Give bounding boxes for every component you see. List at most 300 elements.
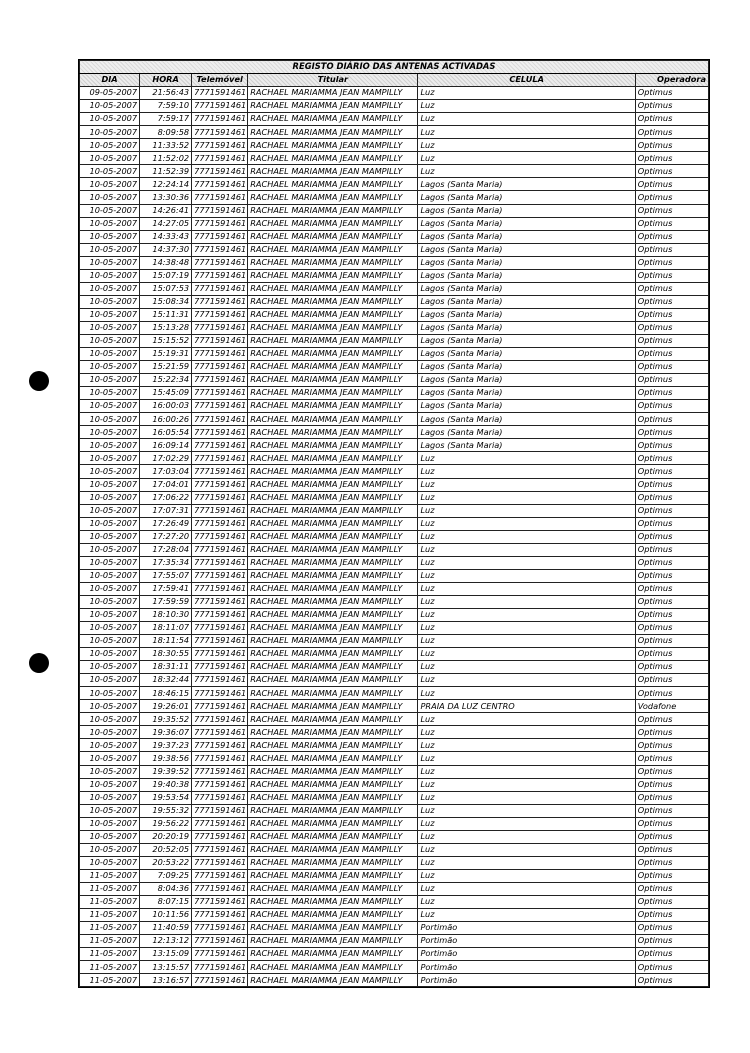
cell-operadora: Optimus: [635, 804, 708, 817]
cell-operadora: Optimus: [635, 687, 708, 700]
cell-celula: Luz: [418, 569, 635, 582]
cell-hora: 15:13:28: [140, 321, 192, 334]
cell-titular: RACHAEL MARIAMMA JEAN MAMPILLY: [248, 869, 418, 882]
cell-celula: Lagos (Santa Maria): [418, 178, 635, 191]
cell-dia: 10-05-2007: [80, 622, 140, 635]
cell-hora: 19:55:32: [140, 804, 192, 817]
cell-dia: 10-05-2007: [80, 152, 140, 165]
cell-hora: 13:15:09: [140, 948, 192, 961]
cell-operadora: Optimus: [635, 595, 708, 608]
cell-telemovel: 7771591461: [192, 713, 248, 726]
cell-telemovel: 7771591461: [192, 765, 248, 778]
cell-celula: Luz: [418, 804, 635, 817]
cell-dia: 10-05-2007: [80, 321, 140, 334]
cell-titular: RACHAEL MARIAMMA JEAN MAMPILLY: [248, 517, 418, 530]
cell-dia: 10-05-2007: [80, 804, 140, 817]
cell-hora: 14:38:48: [140, 256, 192, 269]
cell-operadora: Optimus: [635, 87, 708, 100]
cell-titular: RACHAEL MARIAMMA JEAN MAMPILLY: [248, 374, 418, 387]
cell-celula: Luz: [418, 687, 635, 700]
cell-operadora: Optimus: [635, 869, 708, 882]
cell-operadora: Optimus: [635, 387, 708, 400]
cell-operadora: Optimus: [635, 752, 708, 765]
cell-hora: 15:07:19: [140, 269, 192, 282]
cell-celula: Lagos (Santa Maria): [418, 191, 635, 204]
cell-dia: 10-05-2007: [80, 230, 140, 243]
cell-operadora: Optimus: [635, 726, 708, 739]
table-row: [80, 569, 709, 582]
cell-hora: 17:28:04: [140, 543, 192, 556]
cell-telemovel: 7771591461: [192, 896, 248, 909]
cell-hora: 17:35:34: [140, 556, 192, 569]
table-row: [80, 856, 709, 869]
cell-dia: 11-05-2007: [80, 869, 140, 882]
cell-hora: 17:02:29: [140, 452, 192, 465]
cell-dia: 10-05-2007: [80, 830, 140, 843]
table-row: [80, 922, 709, 935]
cell-operadora: Optimus: [635, 739, 708, 752]
cell-titular: RACHAEL MARIAMMA JEAN MAMPILLY: [248, 543, 418, 556]
cell-telemovel: 7771591461: [192, 491, 248, 504]
table-row: [80, 243, 709, 256]
cell-titular: RACHAEL MARIAMMA JEAN MAMPILLY: [248, 700, 418, 713]
table-row: [80, 504, 709, 517]
cell-titular: RACHAEL MARIAMMA JEAN MAMPILLY: [248, 282, 418, 295]
cell-celula: Lagos (Santa Maria): [418, 243, 635, 256]
cell-titular: RACHAEL MARIAMMA JEAN MAMPILLY: [248, 765, 418, 778]
table-row: [80, 674, 709, 687]
table-row: [80, 295, 709, 308]
cell-celula: Luz: [418, 622, 635, 635]
cell-operadora: Optimus: [635, 348, 708, 361]
cell-titular: RACHAEL MARIAMMA JEAN MAMPILLY: [248, 752, 418, 765]
cell-dia: 10-05-2007: [80, 569, 140, 582]
cell-dia: 10-05-2007: [80, 439, 140, 452]
cell-operadora: Optimus: [635, 426, 708, 439]
cell-hora: 17:59:41: [140, 582, 192, 595]
cell-titular: RACHAEL MARIAMMA JEAN MAMPILLY: [248, 504, 418, 517]
table-row: [80, 113, 709, 126]
cell-telemovel: 7771591461: [192, 856, 248, 869]
cell-hora: 13:15:57: [140, 961, 192, 974]
table-row: [80, 739, 709, 752]
cell-titular: RACHAEL MARIAMMA JEAN MAMPILLY: [248, 948, 418, 961]
cell-operadora: Optimus: [635, 308, 708, 321]
cell-telemovel: 7771591461: [192, 439, 248, 452]
cell-hora: 11:40:59: [140, 922, 192, 935]
cell-dia: 11-05-2007: [80, 896, 140, 909]
cell-celula: Luz: [418, 139, 635, 152]
cell-celula: Luz: [418, 491, 635, 504]
cell-celula: Lagos (Santa Maria): [418, 269, 635, 282]
cell-dia: 10-05-2007: [80, 648, 140, 661]
cell-hora: 16:05:54: [140, 426, 192, 439]
cell-operadora: Optimus: [635, 608, 708, 621]
cell-titular: RACHAEL MARIAMMA JEAN MAMPILLY: [248, 478, 418, 491]
cell-operadora: Optimus: [635, 922, 708, 935]
cell-celula: Lagos (Santa Maria): [418, 230, 635, 243]
cell-operadora: Optimus: [635, 909, 708, 922]
table-row: [80, 595, 709, 608]
cell-telemovel: 7771591461: [192, 843, 248, 856]
cell-celula: Luz: [418, 752, 635, 765]
cell-operadora: Vodafone: [635, 700, 708, 713]
cell-celula: Lagos (Santa Maria): [418, 439, 635, 452]
cell-dia: 10-05-2007: [80, 348, 140, 361]
cell-dia: 10-05-2007: [80, 282, 140, 295]
cell-telemovel: 7771591461: [192, 282, 248, 295]
cell-dia: 10-05-2007: [80, 308, 140, 321]
cell-telemovel: 7771591461: [192, 426, 248, 439]
cell-operadora: Optimus: [635, 178, 708, 191]
cell-hora: 11:33:52: [140, 139, 192, 152]
cell-telemovel: 7771591461: [192, 543, 248, 556]
cell-dia: 10-05-2007: [80, 387, 140, 400]
cell-titular: RACHAEL MARIAMMA JEAN MAMPILLY: [248, 739, 418, 752]
cell-telemovel: 7771591461: [192, 152, 248, 165]
cell-operadora: Optimus: [635, 674, 708, 687]
column-header-celula: CELULA: [418, 74, 635, 87]
cell-hora: 19:38:56: [140, 752, 192, 765]
cell-dia: 10-05-2007: [80, 635, 140, 648]
cell-dia: 10-05-2007: [80, 556, 140, 569]
table-row: [80, 321, 709, 334]
cell-titular: RACHAEL MARIAMMA JEAN MAMPILLY: [248, 269, 418, 282]
table-row: [80, 165, 709, 178]
cell-telemovel: 7771591461: [192, 348, 248, 361]
cell-telemovel: 7771591461: [192, 217, 248, 230]
cell-telemovel: 7771591461: [192, 478, 248, 491]
cell-hora: 17:26:49: [140, 517, 192, 530]
cell-telemovel: 7771591461: [192, 530, 248, 543]
cell-celula: Luz: [418, 739, 635, 752]
cell-operadora: Optimus: [635, 256, 708, 269]
table-row: [80, 269, 709, 282]
table-row: [80, 556, 709, 569]
cell-dia: 10-05-2007: [80, 217, 140, 230]
cell-telemovel: 7771591461: [192, 165, 248, 178]
cell-celula: Luz: [418, 674, 635, 687]
cell-operadora: Optimus: [635, 165, 708, 178]
cell-hora: 17:59:59: [140, 595, 192, 608]
cell-celula: Lagos (Santa Maria): [418, 374, 635, 387]
cell-titular: RACHAEL MARIAMMA JEAN MAMPILLY: [248, 100, 418, 113]
cell-celula: Luz: [418, 817, 635, 830]
cell-titular: RACHAEL MARIAMMA JEAN MAMPILLY: [248, 896, 418, 909]
cell-hora: 20:20:19: [140, 830, 192, 843]
table-row: [80, 765, 709, 778]
cell-dia: 11-05-2007: [80, 948, 140, 961]
cell-titular: RACHAEL MARIAMMA JEAN MAMPILLY: [248, 909, 418, 922]
cell-celula: Luz: [418, 517, 635, 530]
cell-celula: Lagos (Santa Maria): [418, 426, 635, 439]
cell-titular: RACHAEL MARIAMMA JEAN MAMPILLY: [248, 321, 418, 334]
cell-hora: 12:24:14: [140, 178, 192, 191]
cell-hora: 15:22:34: [140, 374, 192, 387]
cell-dia: 10-05-2007: [80, 295, 140, 308]
cell-telemovel: 7771591461: [192, 948, 248, 961]
cell-telemovel: 7771591461: [192, 295, 248, 308]
cell-celula: Luz: [418, 869, 635, 882]
cell-hora: 7:59:17: [140, 113, 192, 126]
cell-celula: Luz: [418, 152, 635, 165]
cell-titular: RACHAEL MARIAMMA JEAN MAMPILLY: [248, 152, 418, 165]
cell-dia: 11-05-2007: [80, 909, 140, 922]
cell-operadora: Optimus: [635, 974, 708, 987]
cell-telemovel: 7771591461: [192, 139, 248, 152]
cell-celula: Lagos (Santa Maria): [418, 308, 635, 321]
cell-titular: RACHAEL MARIAMMA JEAN MAMPILLY: [248, 217, 418, 230]
table-row: [80, 217, 709, 230]
cell-celula: Lagos (Santa Maria): [418, 361, 635, 374]
cell-hora: 19:53:54: [140, 791, 192, 804]
cell-dia: 10-05-2007: [80, 426, 140, 439]
cell-celula: Luz: [418, 843, 635, 856]
cell-celula: Luz: [418, 765, 635, 778]
cell-celula: Luz: [418, 648, 635, 661]
cell-telemovel: 7771591461: [192, 465, 248, 478]
cell-dia: 10-05-2007: [80, 191, 140, 204]
cell-dia: 10-05-2007: [80, 543, 140, 556]
table-row: [80, 530, 709, 543]
cell-dia: 10-05-2007: [80, 452, 140, 465]
cell-operadora: Optimus: [635, 204, 708, 217]
table-row: [80, 961, 709, 974]
cell-titular: RACHAEL MARIAMMA JEAN MAMPILLY: [248, 113, 418, 126]
cell-titular: RACHAEL MARIAMMA JEAN MAMPILLY: [248, 413, 418, 426]
cell-hora: 16:00:03: [140, 400, 192, 413]
cell-celula: Lagos (Santa Maria): [418, 282, 635, 295]
cell-celula: Luz: [418, 882, 635, 895]
cell-dia: 10-05-2007: [80, 778, 140, 791]
table-row: [80, 974, 709, 987]
table-row: [80, 400, 709, 413]
table-row: [80, 726, 709, 739]
cell-titular: RACHAEL MARIAMMA JEAN MAMPILLY: [248, 256, 418, 269]
cell-titular: RACHAEL MARIAMMA JEAN MAMPILLY: [248, 882, 418, 895]
cell-hora: 15:07:53: [140, 282, 192, 295]
cell-dia: 10-05-2007: [80, 752, 140, 765]
cell-telemovel: 7771591461: [192, 256, 248, 269]
punch-hole-bottom: [29, 653, 49, 673]
cell-dia: 10-05-2007: [80, 178, 140, 191]
cell-titular: RACHAEL MARIAMMA JEAN MAMPILLY: [248, 791, 418, 804]
table-row: [80, 791, 709, 804]
cell-titular: RACHAEL MARIAMMA JEAN MAMPILLY: [248, 582, 418, 595]
cell-celula: Portimão: [418, 961, 635, 974]
cell-celula: Luz: [418, 856, 635, 869]
cell-operadora: Optimus: [635, 126, 708, 139]
table-row: [80, 622, 709, 635]
cell-celula: Luz: [418, 661, 635, 674]
cell-titular: RACHAEL MARIAMMA JEAN MAMPILLY: [248, 687, 418, 700]
cell-celula: Luz: [418, 126, 635, 139]
table-row: [80, 543, 709, 556]
cell-dia: 10-05-2007: [80, 674, 140, 687]
cell-dia: 10-05-2007: [80, 595, 140, 608]
cell-hora: 16:09:14: [140, 439, 192, 452]
cell-operadora: Optimus: [635, 439, 708, 452]
table-row: [80, 374, 709, 387]
cell-telemovel: 7771591461: [192, 635, 248, 648]
cell-celula: Luz: [418, 530, 635, 543]
cell-hora: 11:52:39: [140, 165, 192, 178]
cell-telemovel: 7771591461: [192, 922, 248, 935]
cell-celula: Lagos (Santa Maria): [418, 256, 635, 269]
table-row: [80, 126, 709, 139]
cell-celula: Luz: [418, 465, 635, 478]
cell-operadora: Optimus: [635, 400, 708, 413]
cell-operadora: Optimus: [635, 478, 708, 491]
cell-hora: 12:13:12: [140, 935, 192, 948]
cell-titular: RACHAEL MARIAMMA JEAN MAMPILLY: [248, 778, 418, 791]
cell-dia: 11-05-2007: [80, 882, 140, 895]
cell-titular: RACHAEL MARIAMMA JEAN MAMPILLY: [248, 922, 418, 935]
table-row: [80, 896, 709, 909]
cell-telemovel: 7771591461: [192, 961, 248, 974]
cell-telemovel: 7771591461: [192, 269, 248, 282]
cell-dia: 10-05-2007: [80, 791, 140, 804]
cell-operadora: Optimus: [635, 530, 708, 543]
cell-operadora: Optimus: [635, 778, 708, 791]
cell-celula: Luz: [418, 791, 635, 804]
cell-operadora: Optimus: [635, 334, 708, 347]
cell-telemovel: 7771591461: [192, 648, 248, 661]
cell-hora: 19:37:23: [140, 739, 192, 752]
cell-hora: 8:04:36: [140, 882, 192, 895]
table-row: [80, 348, 709, 361]
cell-celula: Luz: [418, 778, 635, 791]
cell-dia: 11-05-2007: [80, 935, 140, 948]
cell-telemovel: 7771591461: [192, 726, 248, 739]
cell-titular: RACHAEL MARIAMMA JEAN MAMPILLY: [248, 126, 418, 139]
cell-celula: Luz: [418, 635, 635, 648]
cell-operadora: Optimus: [635, 896, 708, 909]
cell-titular: RACHAEL MARIAMMA JEAN MAMPILLY: [248, 530, 418, 543]
cell-celula: Lagos (Santa Maria): [418, 204, 635, 217]
column-header-dia: DIA: [80, 74, 140, 87]
cell-hora: 15:08:34: [140, 295, 192, 308]
cell-celula: Luz: [418, 713, 635, 726]
cell-celula: PRAIA DA LUZ CENTRO: [418, 700, 635, 713]
cell-celula: Luz: [418, 830, 635, 843]
cell-operadora: Optimus: [635, 139, 708, 152]
cell-operadora: Optimus: [635, 582, 708, 595]
cell-titular: RACHAEL MARIAMMA JEAN MAMPILLY: [248, 87, 418, 100]
table-row: [80, 361, 709, 374]
cell-telemovel: 7771591461: [192, 661, 248, 674]
cell-dia: 11-05-2007: [80, 961, 140, 974]
cell-telemovel: 7771591461: [192, 700, 248, 713]
cell-operadora: Optimus: [635, 321, 708, 334]
cell-dia: 10-05-2007: [80, 817, 140, 830]
table-body: [80, 87, 709, 987]
cell-hora: 8:09:58: [140, 126, 192, 139]
cell-hora: 13:30:36: [140, 191, 192, 204]
cell-titular: RACHAEL MARIAMMA JEAN MAMPILLY: [248, 387, 418, 400]
cell-hora: 19:35:52: [140, 713, 192, 726]
cell-telemovel: 7771591461: [192, 817, 248, 830]
cell-telemovel: 7771591461: [192, 387, 248, 400]
cell-celula: Lagos (Santa Maria): [418, 334, 635, 347]
cell-titular: RACHAEL MARIAMMA JEAN MAMPILLY: [248, 608, 418, 621]
cell-hora: 14:33:43: [140, 230, 192, 243]
cell-operadora: Optimus: [635, 217, 708, 230]
cell-operadora: Optimus: [635, 961, 708, 974]
cell-telemovel: 7771591461: [192, 113, 248, 126]
cell-telemovel: 7771591461: [192, 608, 248, 621]
cell-telemovel: 7771591461: [192, 191, 248, 204]
cell-operadora: Optimus: [635, 413, 708, 426]
cell-operadora: Optimus: [635, 491, 708, 504]
cell-operadora: Optimus: [635, 648, 708, 661]
cell-telemovel: 7771591461: [192, 413, 248, 426]
cell-telemovel: 7771591461: [192, 869, 248, 882]
table-row: [80, 426, 709, 439]
cell-celula: Lagos (Santa Maria): [418, 321, 635, 334]
cell-dia: 10-05-2007: [80, 113, 140, 126]
cell-celula: Luz: [418, 100, 635, 113]
table-row: [80, 869, 709, 882]
cell-telemovel: 7771591461: [192, 87, 248, 100]
cell-titular: RACHAEL MARIAMMA JEAN MAMPILLY: [248, 974, 418, 987]
cell-dia: 10-05-2007: [80, 726, 140, 739]
table-row: [80, 439, 709, 452]
table-row: [80, 687, 709, 700]
cell-celula: Luz: [418, 896, 635, 909]
cell-operadora: Optimus: [635, 569, 708, 582]
column-header-telemovel: Telemóvel: [192, 74, 248, 87]
cell-telemovel: 7771591461: [192, 204, 248, 217]
cell-telemovel: 7771591461: [192, 687, 248, 700]
cell-hora: 18:46:15: [140, 687, 192, 700]
cell-celula: Luz: [418, 478, 635, 491]
cell-dia: 10-05-2007: [80, 374, 140, 387]
cell-dia: 10-05-2007: [80, 269, 140, 282]
cell-operadora: Optimus: [635, 882, 708, 895]
cell-celula: Lagos (Santa Maria): [418, 217, 635, 230]
cell-telemovel: 7771591461: [192, 517, 248, 530]
cell-hora: 19:39:52: [140, 765, 192, 778]
cell-titular: RACHAEL MARIAMMA JEAN MAMPILLY: [248, 856, 418, 869]
cell-dia: 10-05-2007: [80, 400, 140, 413]
cell-titular: RACHAEL MARIAMMA JEAN MAMPILLY: [248, 204, 418, 217]
cell-hora: 18:10:30: [140, 608, 192, 621]
cell-titular: RACHAEL MARIAMMA JEAN MAMPILLY: [248, 178, 418, 191]
cell-operadora: Optimus: [635, 465, 708, 478]
cell-hora: 15:11:31: [140, 308, 192, 321]
cell-dia: 10-05-2007: [80, 765, 140, 778]
cell-operadora: Optimus: [635, 282, 708, 295]
cell-titular: RACHAEL MARIAMMA JEAN MAMPILLY: [248, 635, 418, 648]
cell-titular: RACHAEL MARIAMMA JEAN MAMPILLY: [248, 569, 418, 582]
cell-telemovel: 7771591461: [192, 582, 248, 595]
cell-telemovel: 7771591461: [192, 739, 248, 752]
cell-titular: RACHAEL MARIAMMA JEAN MAMPILLY: [248, 139, 418, 152]
cell-titular: RACHAEL MARIAMMA JEAN MAMPILLY: [248, 595, 418, 608]
cell-telemovel: 7771591461: [192, 400, 248, 413]
table-row: [80, 230, 709, 243]
cell-celula: Lagos (Santa Maria): [418, 387, 635, 400]
table-row: [80, 517, 709, 530]
cell-hora: 17:04:01: [140, 478, 192, 491]
cell-operadora: Optimus: [635, 100, 708, 113]
cell-dia: 10-05-2007: [80, 413, 140, 426]
table-row: [80, 608, 709, 621]
cell-hora: 19:36:07: [140, 726, 192, 739]
cell-dia: 10-05-2007: [80, 608, 140, 621]
cell-hora: 18:31:11: [140, 661, 192, 674]
